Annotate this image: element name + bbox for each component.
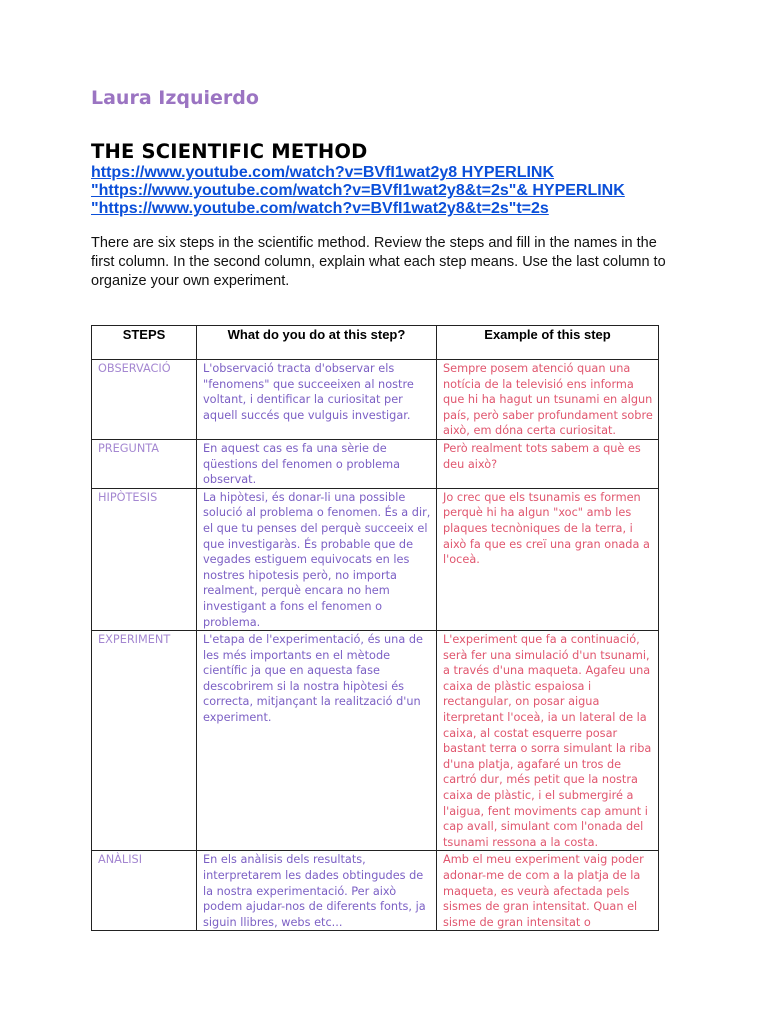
step-name: PREGUNTA xyxy=(98,441,160,455)
step-example: Però realment tots sabem a què es deu això? xyxy=(443,441,641,471)
video-link-1[interactable]: https://www.youtube.com/watch?v=BVfI1wat2y8 HYPERLINK xyxy=(91,164,555,181)
step-description: L'etapa de l'experimentació, és una de les més importants en el mètode científic ja que en aquesta fase descobrirem si la nostra hipòtesi és correcta, mitjançant la realització d'un experiment. xyxy=(203,633,423,725)
table-row xyxy=(92,631,659,851)
step-example: L'experiment que fa a continuació, serà fer una simulació d'un tsunami, a través d'una maqueta. Agafeu una caixa de plàstic espaiosa i rectangular, on posar aigua iterpretant l'oceà, ia un lateral de la caixa, al costat esquerre posar bastant terra o sorra simulant la riba d'una platja, agafaré un tros de cartró dur, més petit que la nostra caixa de plàstic, i el submergiré a l'aigua, fent moviments cap amunt i cap avall, simulant com l'onada del tsunami ressona a la costa. xyxy=(443,633,652,849)
table-header-row xyxy=(92,326,659,360)
author-name: Laura Izquierdo xyxy=(91,87,259,109)
table-row xyxy=(92,851,659,931)
step-name: HIPÒTESIS xyxy=(98,490,158,504)
step-name: EXPERIMENT xyxy=(98,633,171,647)
step-name: OBSERVACIÓ xyxy=(98,362,171,375)
step-description: L'observació tracta d'observar els "fenomens" que succeeixen al nostre voltant, i dentificar la curiositat per aquell succés que vulguis investigar. xyxy=(203,362,414,422)
step-description: La hipòtesi, és donar-li una possible solució al problema o fenomen. És a dir, el que tu penses del perquè succeeix el que investigaràs. És probable que de vegades estiguem equivocats en les nostres hipotesis però, no importa realment, perquè encara no hem investigant a fons el fenomen o problema. xyxy=(203,490,431,629)
header-steps: STEPS xyxy=(92,326,197,360)
scientific-method-table xyxy=(91,325,659,931)
step-example: Sempre posem atenció quan una notícia de la televisió ens informa que hi ha hagut un tsunami en algun país, però saber profundament sobre això, em dóna certa curiositat. xyxy=(443,362,653,438)
video-link-3[interactable]: "https://www.youtube.com/watch?v=BVfI1wat2y8&t=2s"t=2s xyxy=(91,200,549,217)
table-row xyxy=(92,488,659,630)
video-links xyxy=(91,164,691,218)
table-row xyxy=(92,439,659,488)
video-link-2[interactable]: "https://www.youtube.com/watch?v=BVfI1wat2y8&t=2s"& HYPERLINK xyxy=(91,182,625,199)
header-example: Example of this step xyxy=(437,326,659,360)
header-what-do-you-do: What do you do at this step? xyxy=(197,326,437,360)
step-name: ANÀLISI xyxy=(98,853,143,867)
step-example: Amb el meu experiment vaig poder adonar-me de com a la platja de la maqueta, es veurà afectada pels sismes de gran intensitat. Quan el sisme de gran intensitat o xyxy=(443,853,644,929)
step-description: En aquest cas es fa una sèrie de qüestions del fenomen o problema observat. xyxy=(203,441,401,487)
table-row xyxy=(92,360,659,440)
step-description: En els anàlisis dels resultats, interpretarem les dades obtingudes de la nostra experimentació. Per això podem ajudar-nos de diferents fonts, ja siguin llibres, webs etc... xyxy=(203,853,426,929)
step-example: Jo crec que els tsunamis es formen perquè hi ha algun "xoc" amb les plaques tecnòniques de la terra, i això fa que es creï una gran onada a l'oceà. xyxy=(443,490,650,567)
document-title: THE SCIENTIFIC METHOD xyxy=(91,140,368,163)
intro-paragraph: There are six steps in the scientific method. Review the steps and fill in the names in the first column. In the second column, explain what each step means. Use the last column to organize your own experiment. xyxy=(91,235,666,289)
